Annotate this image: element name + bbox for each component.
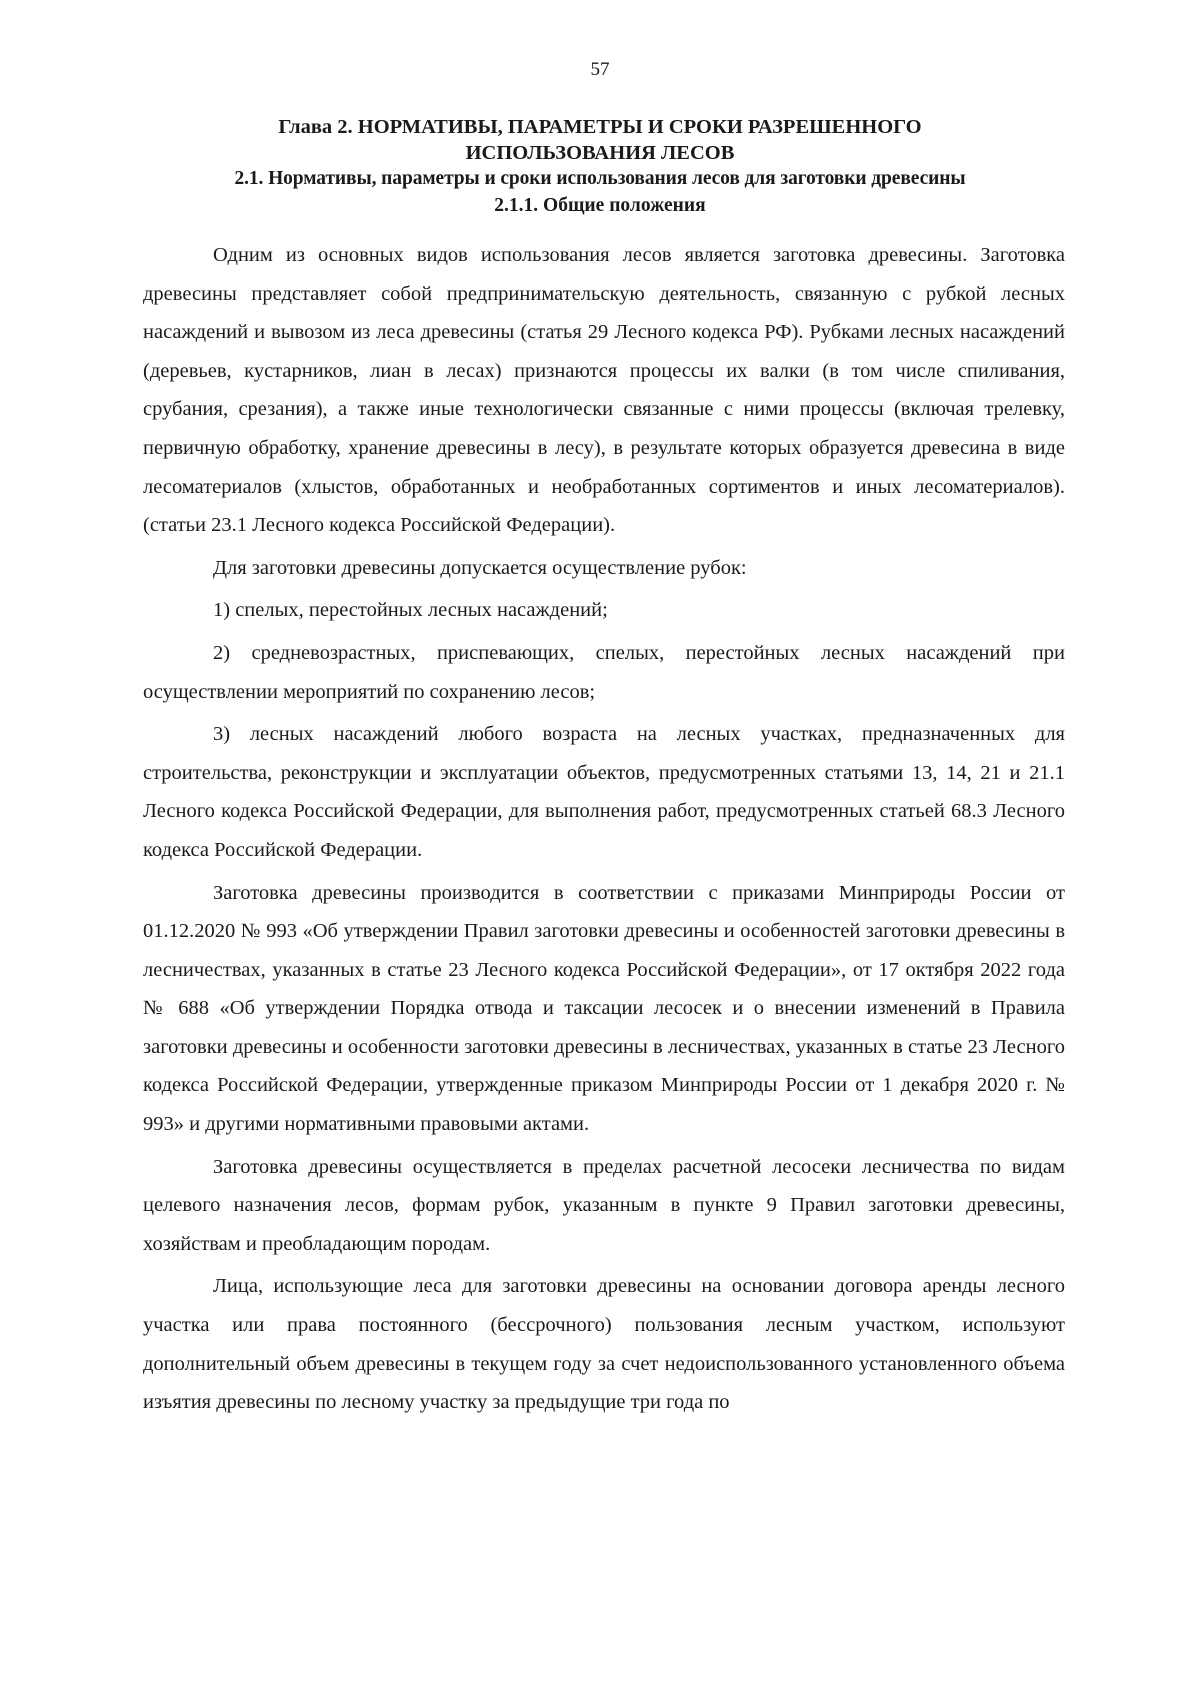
paragraph-lease-holders: Лица, использующие леса для заготовки древесины на основании договора аренды лесного участка или права постоянного (бессрочного) пользования лесным участком, используют дополнительный объем древесины в текущем году за счет недоиспользованного установленного объема изъятия древесины по лесному участку за предыдущие три года по [143, 1275, 1065, 1414]
section-title: 2.1. Нормативы, параметры и сроки использования лесов для заготовки древесины [234, 168, 966, 189]
body-text [143, 236, 1065, 1422]
list-item-1: 1) спелых, перестойных лесных насаждений; [213, 599, 608, 622]
heading-block [130, 114, 1070, 219]
list-item-3: 3) лесных насаждений любого возраста на лесных участках, предназначенных для строительства, реконструкции и эксплуатации объектов, предусмотренных статьями 13, 14, 21 и 21.1 Лесного кодекса Российской Федерации, для выполнения работ, предусмотренных статьей 68.3 Лесного кодекса Российской Федерации. [143, 723, 1065, 861]
paragraph-intro: Одним из основных видов использования лесов является заготовка древесины. Заготовка древесины представляет собой предпринимательскую деятельность, связанную с рубкой лесных насаждений и вывозом из леса древесины (статья 29 Лесного кодекса РФ). Рубками лесных насаждений (деревьев, кустарников, лиан в лесах) признаются процессы их валки (в том числе спиливания, срубания, срезания), а также иные технологически связанные с ними процессы (включая трелевку, первичную обработку, хранение древесины в лесу), в результате которых образуется древесина в виде лесоматериалов (хлыстов, обработанных и необработанных сортиментов и иных лесоматериалов). (статьи 23.1 Лесного кодекса Российской Федерации). [143, 244, 1065, 537]
list-item-2: 2) средневозрастных, приспевающих, спелых, перестойных лесных насаждений при осуществлении мероприятий по сохранению лесов; [143, 641, 1065, 703]
page-number: 57 [590, 59, 610, 80]
paragraph-felling-allowed: Для заготовки древесины допускается осуществление рубок: [213, 556, 747, 579]
paragraph-regulations: Заготовка древесины производится в соответствии с приказами Минприроды России от 01.12.2020 № 993 «Об утверждении Правил заготовки древесины и особенностей заготовки древесины в лесничествах, указанных в статье 23 Лесного кодекса Российской Федерации», от 17 октября 2022 года № 688 «Об утверждении Порядка отвода и таксации лесосек и о внесении изменений в Правила заготовки древесины и особенности заготовки древесины в лесничествах, указанных в статье 23 Лесного кодекса Российской Федерации, утвержденные приказом Минприроды России от 1 декабря 2020 г. № 993» и другими нормативными правовыми актами. [143, 881, 1065, 1136]
paragraph-allowable-cut: Заготовка древесины осуществляется в пределах расчетной лесосеки лесничества по видам целевого назначения лесов, формам рубок, указанным в пункте 9 Правил заготовки древесины, хозяйствам и преобладающим породам. [143, 1155, 1065, 1255]
chapter-title-line-1: Глава 2. НОРМАТИВЫ, ПАРАМЕТРЫ И СРОКИ РАЗРЕШЕННОГО [278, 116, 922, 138]
subsection-title: 2.1.1. Общие положения [494, 195, 706, 216]
chapter-title-line-2: ИСПОЛЬЗОВАНИЯ ЛЕСОВ [465, 142, 735, 164]
